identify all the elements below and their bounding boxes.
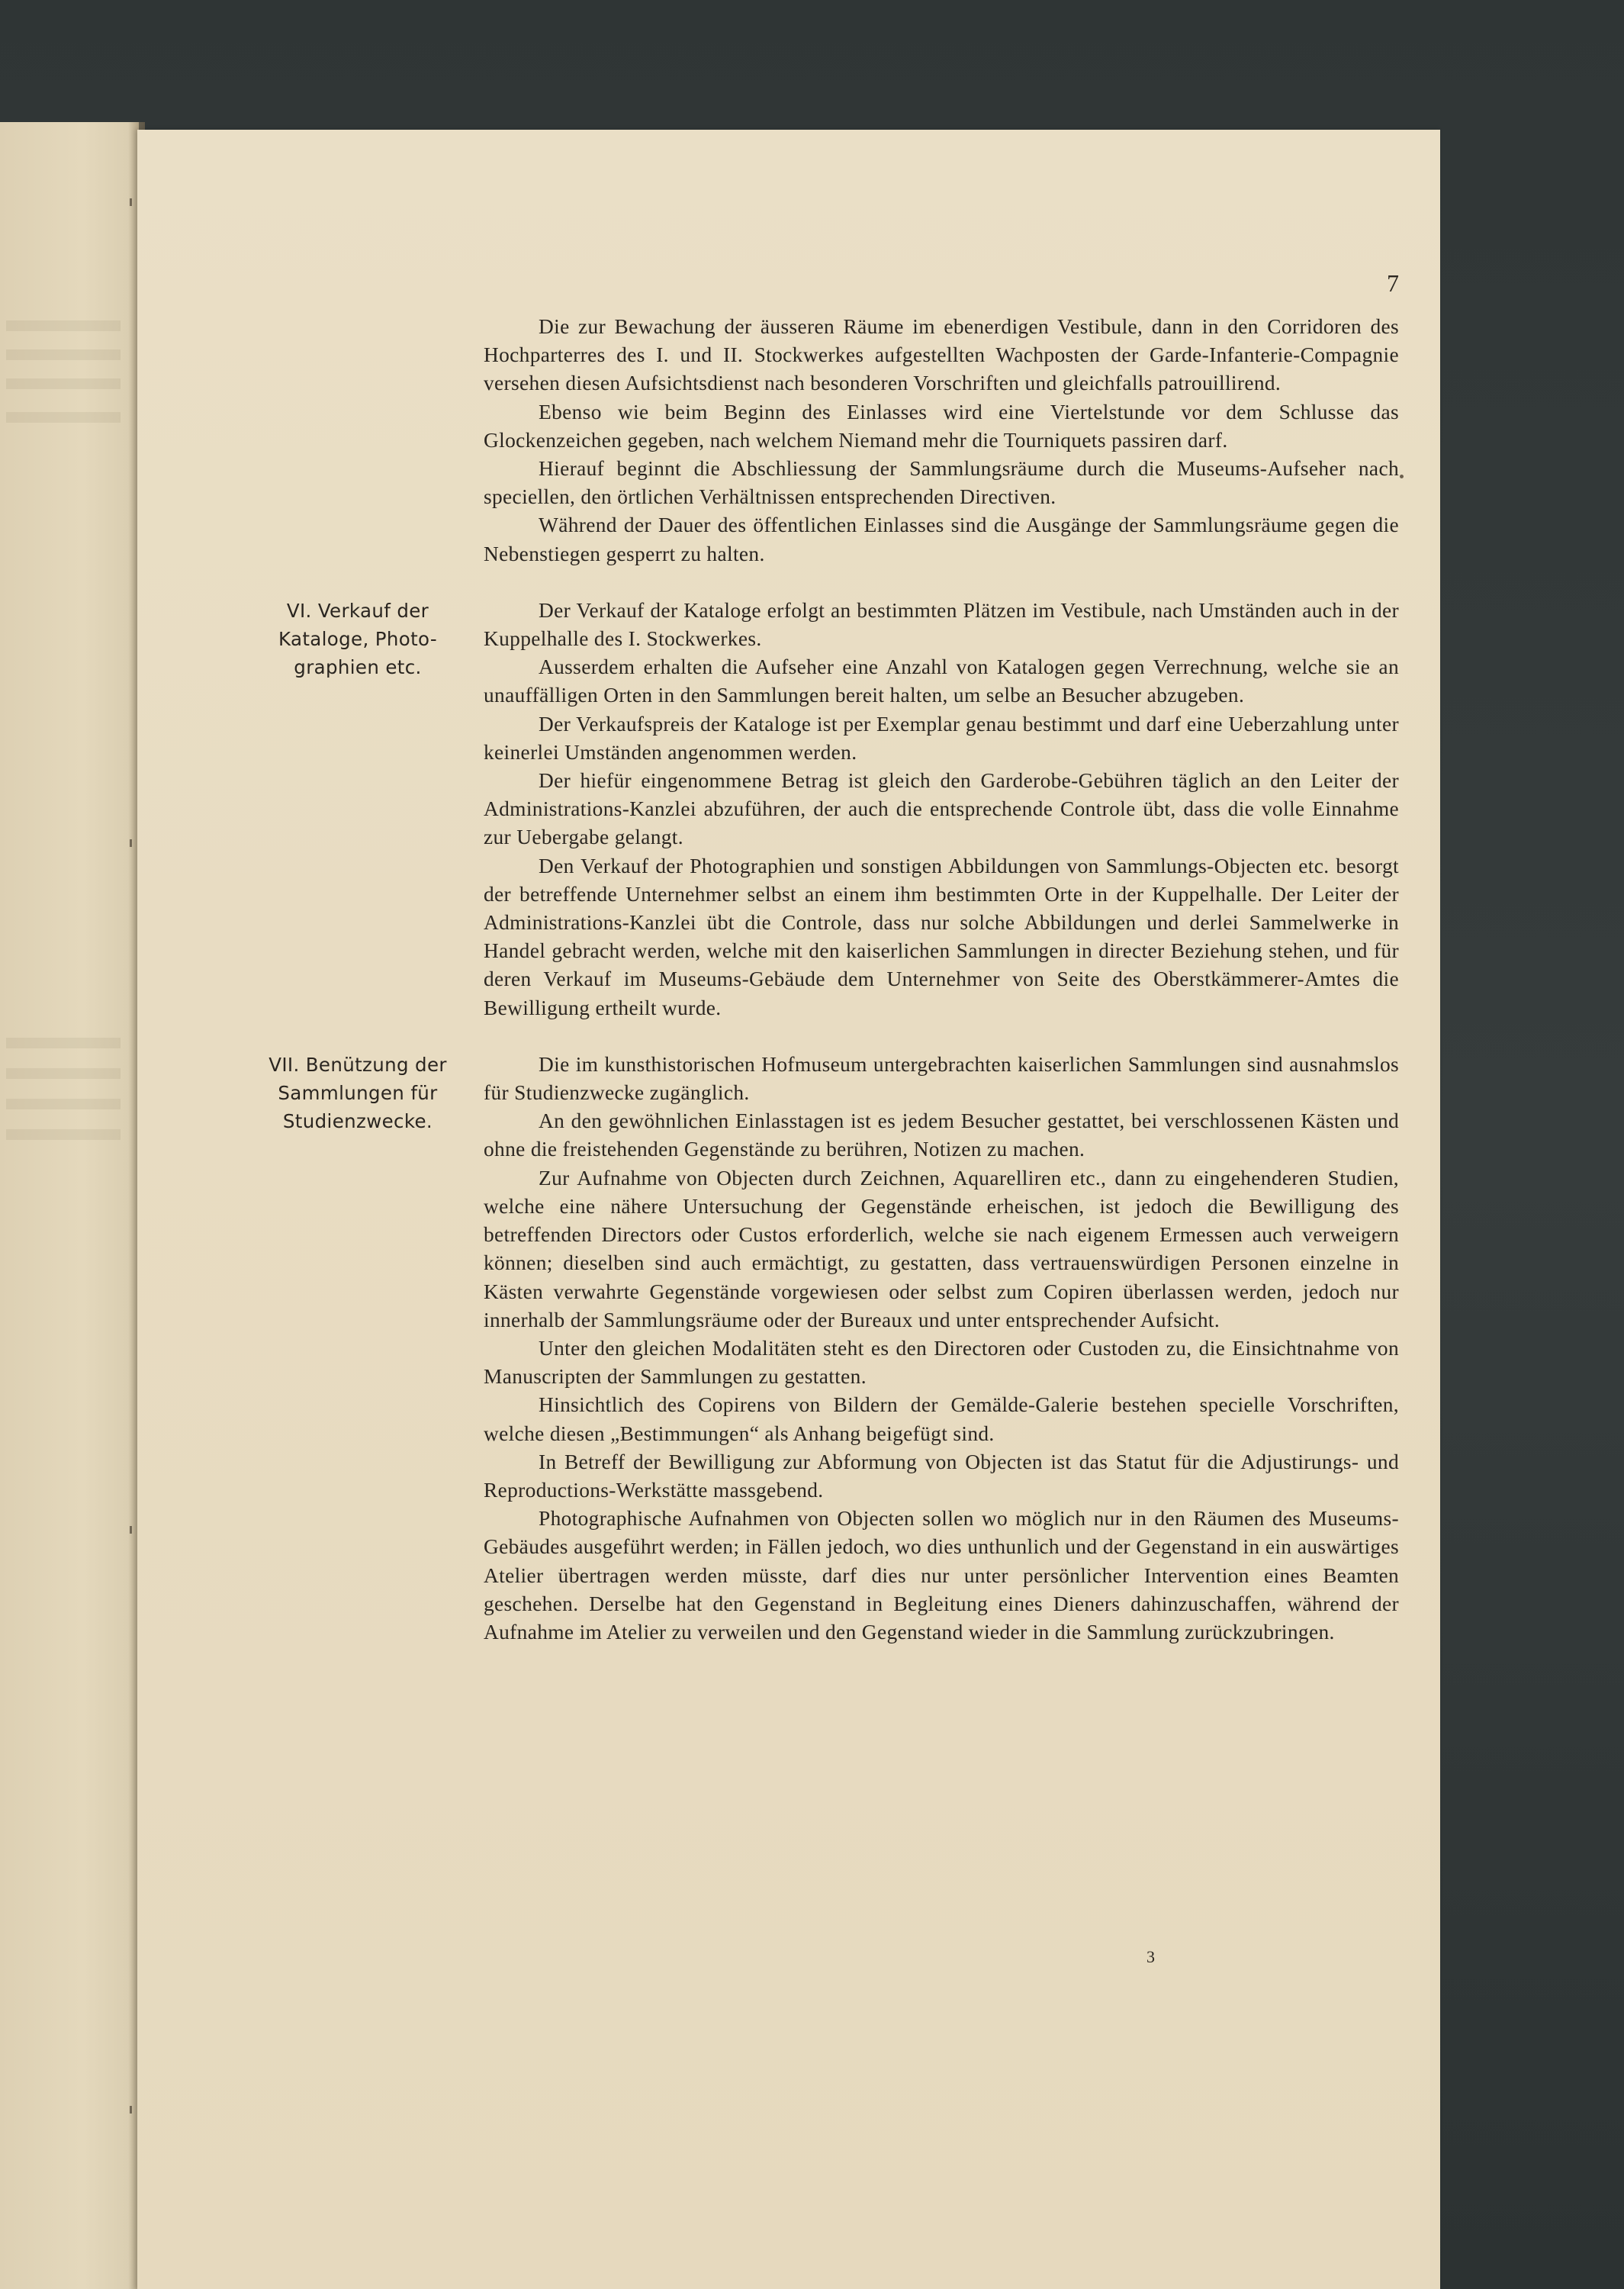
- section-spacer: [484, 568, 1399, 597]
- paragraph: Der Verkauf der Kataloge erfolgt an bestimmten Plätzen im Vestibule, nach Umständen auch in der Kuppelhalle des I. Stockwerkes.: [484, 598, 1399, 651]
- paragraph: Ebenso wie beim Beginn des Einlasses wird eine Viertelstunde vor dem Schlusse das Glockenzeichen gegeben, nach welchem Niemand mehr die Tourniquets passiren darf.: [484, 400, 1399, 452]
- previous-page-edge: [0, 122, 139, 2289]
- intro-block: [484, 313, 1399, 568]
- show-through-line: [6, 1099, 121, 1109]
- show-through-line: [6, 378, 121, 389]
- section-vi: [278, 597, 1399, 1022]
- paragraph: Hierauf beginnt die Abschliessung der Sammlungsräume durch die Museums-Aufseher nach speciellen, den örtlichen Verhältnissen entsprechenden Directiven.: [484, 457, 1399, 509]
- signature-mark: 3: [1146, 1947, 1155, 1966]
- page-number: 7: [1387, 269, 1399, 297]
- paragraph: Während der Dauer des öffentlichen Einlasses sind die Ausgänge der Sammlungsräume gegen die Nebenstiegen gesperrt zu halten.: [484, 513, 1399, 565]
- section-spacer: [484, 1022, 1399, 1051]
- show-through-line: [6, 1129, 121, 1140]
- paragraph: An den gewöhnlichen Einlasstagen ist es jedem Besucher gestattet, bei verschlossenen Kästen und ohne die freistehenden Gegenstände zu berühren, Notizen zu machen.: [484, 1109, 1399, 1161]
- margin-heading: VII. Benützung der Sammlungen für Studienzwecke.: [269, 1053, 447, 1133]
- paragraph: Zur Aufnahme von Objecten durch Zeichnen, Aquarelliren etc., dann zu eingehenderen Studien, welche eine nähere Untersuchung der Gegenstände erheischen, ist jedoch die Bewilligung des betreffenden Directors oder Custos erforderlich, welche sie nach eigenem Ermessen auch verweigern können; dieselben sind auch ermächtigt, zu gestatten, dass vertrauenswürdigen Personen einzelne in Kästen verwahrte Gegenstände vorgewiesen oder selbst zum Copiren überlassen werden, jedoch nur innerhalb der Sammlungsräume oder der Bureaux und unter entsprechender Aufsicht.: [484, 1166, 1399, 1331]
- paragraph: In Betreff der Bewilligung zur Abformung von Objecten ist das Statut für die Adjustirungs- und Reproductions-Werkstätte massgebend.: [484, 1450, 1399, 1502]
- show-through-line: [6, 320, 121, 331]
- page-body: [269, 313, 1399, 1647]
- paragraph: Ausserdem erhalten die Aufseher eine Anzahl von Katalogen gegen Verrechnung, welche sie an unauffälligen Orten in den Sammlungen bereit halten, um selbe an Besucher abzugeben.: [484, 655, 1399, 707]
- paragraph: Hinsichtlich des Copirens von Bildern der Gemälde-Galerie bestehen specielle Vorschriften, welche diesen „Bestimmungen“ als Anhang beigefügt sind.: [484, 1393, 1399, 1445]
- paragraph: Photographische Aufnahmen von Objecten sollen wo möglich nur in den Räumen des Museums-Gebäudes ausgeführt werden; in Fällen jedoch, wo dies unthunlich und der Gegenstand in ein auswärtiges Atelier übertragen werden müsste, darf dies nur unter persönlicher Intervention eines Beamten geschehen. Derselbe hat den Gegenstand in Begleitung eines Dieners dahinzuschaffen, während der Aufnahme im Atelier zu verweilen und den Gegenstand wieder in die Sammlung zurückzubringen.: [484, 1507, 1399, 1644]
- show-through-line: [6, 1068, 121, 1079]
- paragraph: Den Verkauf der Photographien und sonstigen Abbildungen von Sammlungs-Objecten etc. besorgt der betreffende Unternehmer selbst an einem ihm bestimmten Orte in der Kuppelhalle. Der Leiter der Administrations-Kanzlei übt die Controle, dass nur solche Abbildungen und derlei Sammelwerke in Handel gebracht werden, welche mit den kaiserlichen Sammlungen in directer Beziehung stehen, und für deren Verkauf im Museums-Gebäude dem Unternehmer von Seite des Oberstkämmerer-Amtes die Bewilligung ertheilt wurde.: [484, 854, 1399, 1019]
- document-page: [137, 130, 1440, 2289]
- margin-heading: VI. Verkauf der Kataloge, Photo-graphien etc.: [278, 599, 438, 679]
- section-vii: [269, 1051, 1399, 1647]
- show-through-line: [6, 412, 121, 423]
- paper-speck: [1400, 475, 1404, 478]
- paragraph: Der Verkaufspreis der Kataloge ist per Exemplar genau bestimmt und darf eine Ueberzahlung unter keinerlei Umständen angenommen werden.: [484, 712, 1399, 764]
- paragraph: Die zur Bewachung der äusseren Räume im ebenerdigen Vestibule, dann in den Corridoren des Hochparterres des I. und II. Stockwerkes aufgestellten Wachposten der Garde-Infanterie-Compagnie versehen diesen Aufsichtsdienst nach besonderen Vorschriften und gleichfalls patrouillirend.: [484, 315, 1399, 395]
- show-through-line: [6, 349, 121, 360]
- paragraph: Unter den gleichen Modalitäten steht es den Directoren oder Custoden zu, die Einsichtnahme von Manuscripten der Sammlungen zu gestatten.: [484, 1336, 1399, 1389]
- paragraph: Der hiefür eingenommene Betrag ist gleich den Garderobe-Gebühren täglich an den Leiter der Administrations-Kanzlei abzuführen, der auch die entsprechende Controle übt, dass die volle Einnahme zur Uebergabe gelangt.: [484, 769, 1399, 849]
- paragraph: Die im kunsthistorischen Hofmuseum untergebrachten kaiserlichen Sammlungen sind ausnahmslos für Studienzwecke zugänglich.: [484, 1052, 1399, 1105]
- show-through-line: [6, 1038, 121, 1048]
